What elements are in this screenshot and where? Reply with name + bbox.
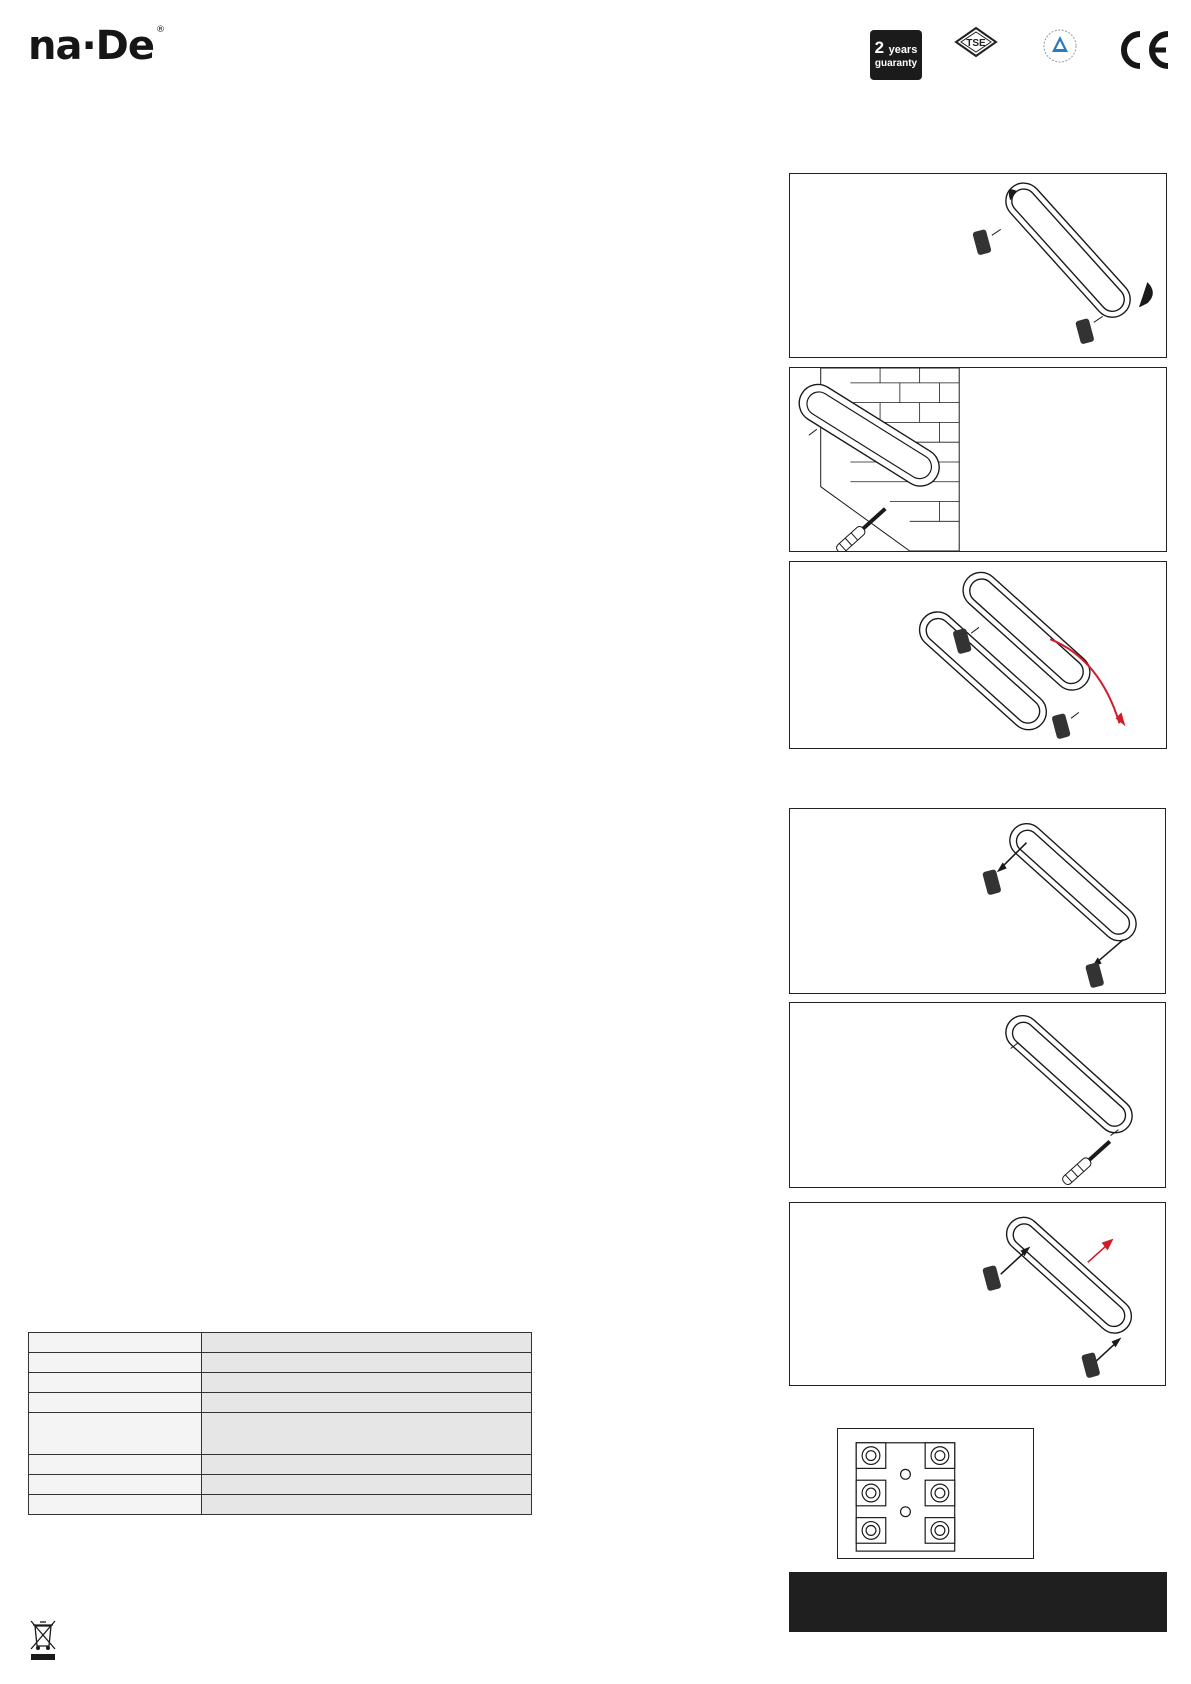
- spec-label: [29, 1393, 202, 1413]
- specification-table: [28, 1332, 532, 1515]
- spec-label: [29, 1455, 202, 1475]
- brand-logo-text: na·De: [28, 23, 154, 69]
- spec-value: [202, 1393, 532, 1413]
- figure-step-5: [789, 1002, 1166, 1188]
- figure-step-4-drawing: [790, 809, 1165, 993]
- registered-mark: ®: [156, 25, 164, 35]
- figure-step-1-drawing: [790, 174, 1166, 357]
- table-row: [29, 1413, 532, 1455]
- weee-bin-icon: [28, 1617, 58, 1661]
- table-row: [29, 1455, 532, 1475]
- terminal-block-diagram: [837, 1428, 1034, 1559]
- tse-certification-icon: [952, 24, 1000, 64]
- table-row: [29, 1353, 532, 1373]
- footer-black-bar: [789, 1572, 1167, 1632]
- figure-step-3-drawing: [790, 562, 1166, 748]
- warranty-years: years: [888, 44, 918, 56]
- ce-mark-icon: [1112, 28, 1172, 72]
- tse-mark-text: TSE: [966, 38, 986, 49]
- warranty-number: 2: [874, 38, 885, 57]
- spec-value: [202, 1455, 532, 1475]
- figure-step-5-drawing: [790, 1003, 1165, 1187]
- table-row: [29, 1495, 532, 1515]
- brand-logo: [28, 23, 164, 69]
- spec-label: [29, 1413, 202, 1455]
- spec-label: [29, 1353, 202, 1373]
- spec-value: [202, 1333, 532, 1353]
- figure-step-2-drawing: [790, 368, 1166, 551]
- figure-step-2: [789, 367, 1167, 552]
- figure-step-1: [789, 173, 1167, 358]
- spec-value: [202, 1353, 532, 1373]
- spec-label: [29, 1495, 202, 1515]
- spec-value: [202, 1413, 532, 1455]
- spec-label: [29, 1333, 202, 1353]
- spec-value: [202, 1373, 532, 1393]
- figure-step-3: [789, 561, 1167, 749]
- figure-step-4: [789, 808, 1166, 994]
- table-row: [29, 1373, 532, 1393]
- table-row: [29, 1475, 532, 1495]
- spec-label: [29, 1475, 202, 1495]
- tuv-certification-icon: [1040, 26, 1080, 66]
- spec-label: [29, 1373, 202, 1393]
- warranty-badge: [870, 30, 922, 80]
- figure-step-6-drawing: [790, 1203, 1165, 1385]
- table-row: [29, 1393, 532, 1413]
- spec-value: [202, 1475, 532, 1495]
- warranty-label: guaranty: [874, 58, 918, 69]
- table-row: [29, 1333, 532, 1353]
- figure-step-6: [789, 1202, 1166, 1386]
- spec-value: [202, 1495, 532, 1515]
- terminal-block-drawing: [838, 1429, 1033, 1558]
